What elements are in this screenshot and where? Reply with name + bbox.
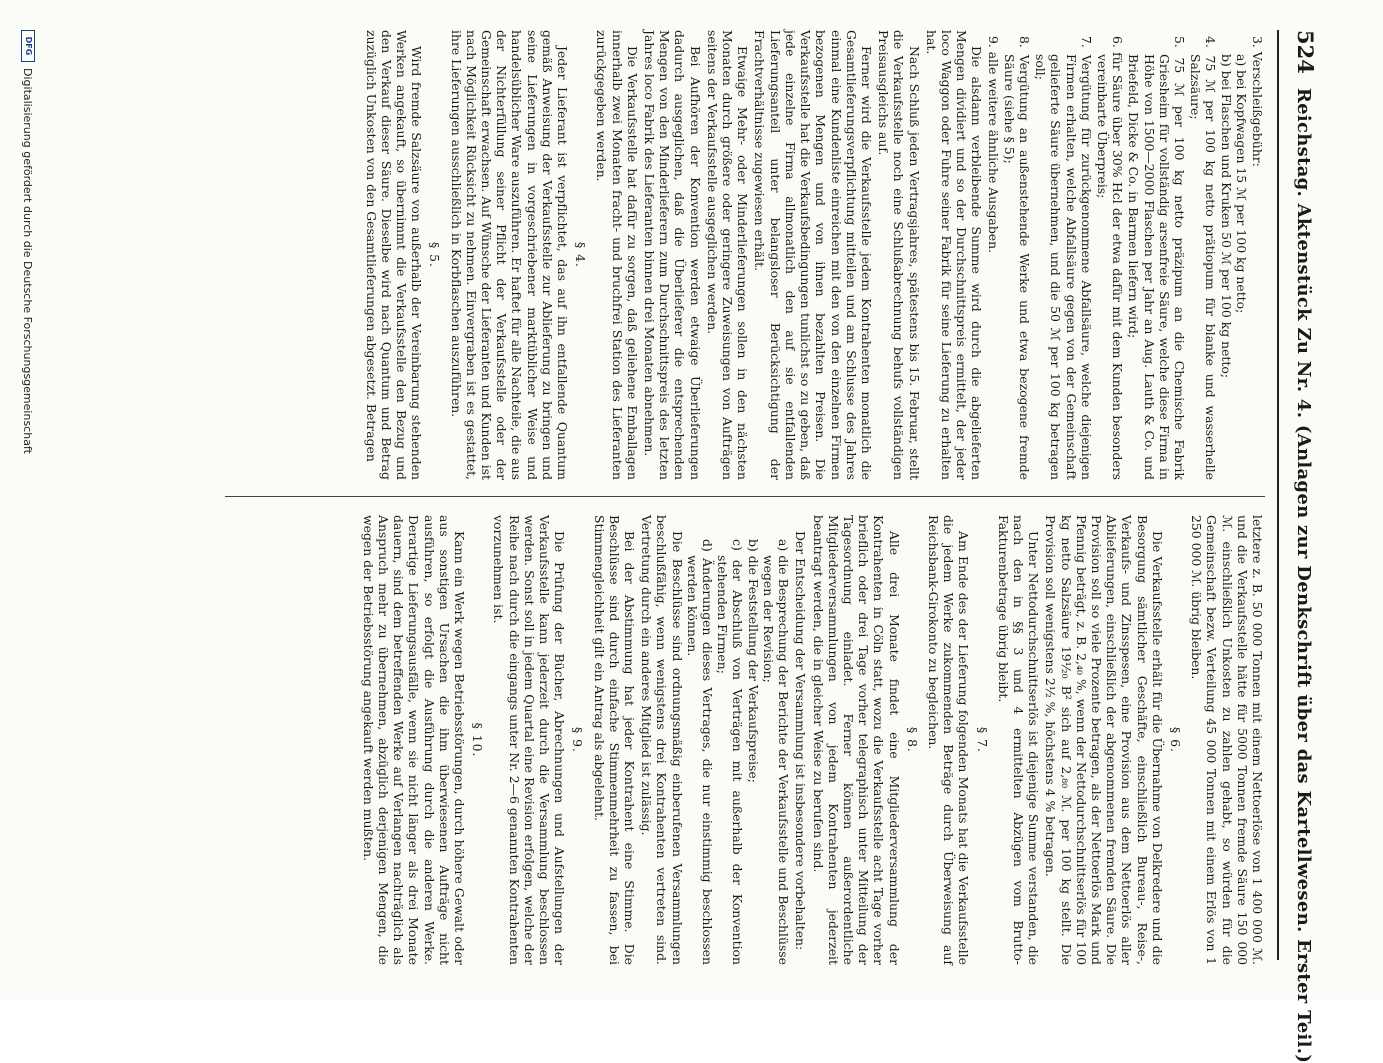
sub-list-item: a) bei Kopfwagen 15 ℳ per 100 kg netto; <box>1233 54 1249 314</box>
paragraph: Die Beschlüsse sind ordnungsmäßig einberufenen Versammlungen beschlußfähig, wenn wenigstens drei Kontrahenten vertreten sind. Vertretung durch ein anderes Mitglied ist zulässig. <box>639 515 685 965</box>
header-rule <box>1277 30 1279 960</box>
section-heading: § 6. <box>1167 727 1183 753</box>
paragraph: Ferner wird die Verkaufsstelle jedem Kontrahenten monatlich die Gesamtlieferungsverpflichtung mitteilen und am Schlusse des Jahres einmal eine Kundenliste einreichen mit den von den einzelnen Firmen bezogenen Mengen und von ihnen bezahlten Preisen. Die Verkaufsstelle hat die Verkaufsbedingungen tunlichst so zu geben, daß jede einzelne Firma allmonatlich den auf sie entfallenden Lieferungsanteil unter belangsloser Berücksichtigung der Frachtverhältnisse zugewiesen erhält. <box>752 30 874 480</box>
right-column <box>359 515 1265 965</box>
paragraph: Am Ende des der Lieferung folgenden Monats hat die Verkaufsstelle die jedem Werke zukommenden Beträge durch Überweisung auf Reichsbank-Girokonto zu begleichen. <box>925 515 972 965</box>
sub-list-item: b) bei Flaschen und Kruken 50 ℳ per 100 kg netto; <box>1218 54 1234 378</box>
section-heading: § 8. <box>904 727 920 753</box>
section-heading: § 4. <box>573 242 589 268</box>
paragraph: Jeder Lieferant ist verpflichtet, das auf ihn entfallende Quantum gemäß Anweisung der Verkaufsstelle zur Ablieferung zu bringen und seine Lieferungen in vorgeschriebener marktüblicher Weise und handelsüblicher Ware auszuführen. Er haftet für alle Nachteile, die aus der Nichterfüllung seiner Pflicht der Verkaufsstelle oder der Gemeinschaft erwachsen. Auf Wünsche der Lieferanten und Kunden ist nach Möglichkeit Rücksicht zu nehmen. Einvergraben ist es gestattet, ihre Lieferungen ausschließlich in Korbflaschen auszuführen. <box>448 30 571 480</box>
paragraph: Die Verkaufsstelle hat dafür zu sorgen, daß geliehene Emballagen innerhalb zwei Monaten fracht- und bruchfrei Station des Lieferanten zurückgegeben werden. <box>594 30 640 480</box>
running-title: Reichstag. Aktenstück Zu Nr. 4. (Anlagen zur Denkschrift über das Kartellwesen. Erster Teil.) <box>1293 87 1314 1063</box>
paragraph: Die Verkaufsstelle erhält für die Übernahme von Delkredere und die Besorgung sämtlicher Geschäfte, einschließlich Bureau-, Reise-, Verkaufs- und Zinsspesen, eine Provision aus dem Nettoerlös aller Ablieferungen, einschließlich der abgenommenen fremden Säure. Die Provision soll so viele Prozente betragen, als der Nettoerlös Mark und Pfennig beträgt, z. B. 2,₄₀ %, wenn der Nettodurchschnittserlös für 100 kg netto Salzsäure 19½₀ B² sich auf 2,₈₀ ℳ. per 100 kg stellt. Die Provision soll wenigstens 2½ %, höchstens 4 % betragen. <box>1043 515 1165 965</box>
section-heading: § 9. <box>570 727 586 753</box>
paragraph: Alle drei Monate findet eine Mitgliederversammlung der Kontrahenten in Cöln statt, wozu die Verkaufsstelle acht Tage vorher brieflich oder drei Tage vorher telegraphisch unter Mitteilung der Tagesordnung einladet. Ferner können außerordentliche Mitgliederversammlungen von jedem Kontrahenten jederzeit beantragt werden, die in gleicher Weise zu berufen sind. <box>810 515 902 965</box>
list-item: 7. Vergütung für zurückgenommene Abfallsäure, welche diejenigen Firmen erhalten, welche Abfallsäure gegen von der Gemeinschaft gelieferte Säure übernehmen, und die 50 ℳ per 100 kg betragen soll; <box>1033 36 1094 480</box>
paragraph: Nach Schluß jeden Vertragsjahres, spätestens bis 15. Februar, stellt die Verkaufsstelle noch eine Schlußabrechnung behufs vollständigen Preisausgleichs auf. <box>876 30 922 480</box>
paragraph: Die alsdann verbleibende Summe wird durch die abgelieferten Mengen dividiert und so der Durchschnittspreis ermittelt, der jeder loco Waggon oder Fuhre seiner Fabrik für seine Lieferung zu erhalten hat. <box>923 30 985 480</box>
paragraph: Die Prüfung der Bücher, Abrechnungen und Aufstellungen der Verkaufsstelle kann jederzeit durch die Versammlung beschlossen werden. Sonst soll in jedem Quartal eine Revision erfolgen, welche der Reihe nach durch die eingangs unter Nr. 2—6 genannten Kontrahenten vorzunehmen ist. <box>491 515 568 965</box>
column-divider <box>225 496 1265 497</box>
list-item: 3. Verschleißgebühr: <box>1250 36 1265 167</box>
funding-credit: Digitalisierung gefördert durch die Deutsche Forschungsgemeinschaft <box>21 68 35 454</box>
paragraph: Etwaige Mehr- oder Minderlieferungen sollen in den nächsten Monaten durch größere oder geringere Zuweisungen von Aufträgen seitens der Verkaufsstelle ausgeglichen werden. <box>704 30 751 480</box>
list-item: 8. Vergütung an außenstehende Werke und etwa bezogene fremde Säure (siehe § 5); <box>1001 36 1032 480</box>
list-item: 6. für Säure über 30% Hcl der etwa dafür mit dem Kunden besonders vereinbarte Überpreis; <box>1094 36 1126 480</box>
paragraph: Bei Aufhören der Konvention werden etwaige Überlieferungen dadurch ausgeglichen, daß die Überlieferer die entsprechenden Mengen von den Minderlieferern zum Durchschnittspreis des letzten Jahres loco Fabrik des Lieferanten binnen drei Monaten abnehmen. <box>642 30 703 480</box>
page-number: 524 <box>1293 30 1318 74</box>
list-item: 9. alle weitere ähnliche Ausgaben. <box>985 36 1001 254</box>
sub-list-item: b) die Feststellung der Verkaufspreise; <box>745 539 761 783</box>
list-item: 5. 75 ℳ per 100 kg netto präzipum an die Chemische Fabrik Griesheim für vollständig arsenfreie Säure, welche diese Firma in Höhe von 1500—2000 Flaschen per Jahr an Aug. Lauth & Co. und Briefeld, Dicke & Co. in Barmen liefern wird; <box>1126 36 1187 480</box>
sub-list-item: c) der Abschluß von Verträgen mit außerhalb der Konvention stehenden Firmen; <box>715 539 746 965</box>
list-item: 4. 75 ℳ per 100 kg netto prätiopum für blanke und wasserhelle Salzsäure; <box>1188 36 1219 480</box>
sub-list-item: a) die Besprechung der Berichte der Verkaufsstelle und Beschlüsse wegen der Revision; <box>760 539 792 965</box>
page-header <box>1282 30 1318 1063</box>
paragraph: Kann ein Werk wegen Betriebsstörungen, durch höhere Gewalt oder aus sonstigen Ursachen die ihm überwiesenen Aufträge nicht ausführen, so erfolgt die Ausführung durch die anderen Werke. Derartige Lieferungsausfälle, wenn sie nicht länger als drei Monate dauern, sind dem betreffenden Werke auf Verlangen nachträglich als Anspruch mehr zu übernehmen, abzüglich derjenigen Mengen, die wegen der Betriebsstörung angekauft werden mußten. <box>360 515 468 965</box>
dfg-logo: DFG <box>21 30 35 62</box>
section-heading: § 7. <box>974 727 990 753</box>
paragraph: Der Entscheidung der Versammlung ist insbesondere vorbehalten: <box>793 531 809 951</box>
paragraph: Wird fremde Salzsäure von außerhalb der Vereinbarung stehenden Werken angekauft, so übernimmt die Verkaufsstelle den Bezug und den Verkauf dieser Säure. Dieselbe wird nach Quantum und Betrag zuzüglich Unkosten von den Gesamtlieferungen abgesetzt. Betragen <box>363 30 425 480</box>
paragraph: Unter Nettodurchschnittserlös ist diejenige Summe verstanden, die nach den in §§ 3 und 4 ermittelten Abzügen vom Brutto-Fakturenbetrage übrig bleibt. <box>995 515 1042 965</box>
page-footer <box>18 30 38 970</box>
paragraph: Bei der Abstimmung hat jeder Kontrahent eine Stimme. Die Beschlüsse sind durch einfache Stimmenmehrheit zu fassen, bei Stimmengleichheit gilt ein Antrag als abgelehnt. <box>591 515 638 965</box>
sub-list-item: d) Änderungen dieses Vertrages, die nur einstimmig beschlossen werden können. <box>684 539 716 965</box>
section-heading: § 10. <box>470 722 486 758</box>
section-heading: § 5. <box>427 242 443 268</box>
paragraph: letztere z. B. 50 000 Tonnen mit einem Nettoerlöse von 1 400 000 ℳ. und die Verkaufsstelle hätte für 5000 Tonnen fremde Säure 150 000 ℳ. einschließlich Unkosten zu zahlen gehabt, so würden für die Gemeinschaft bezw. Verteilung 45 000 Tonnen mit einem Erlös von 1 250 000 ℳ. übrig bleiben. <box>1189 515 1265 965</box>
left-column <box>361 30 1265 480</box>
